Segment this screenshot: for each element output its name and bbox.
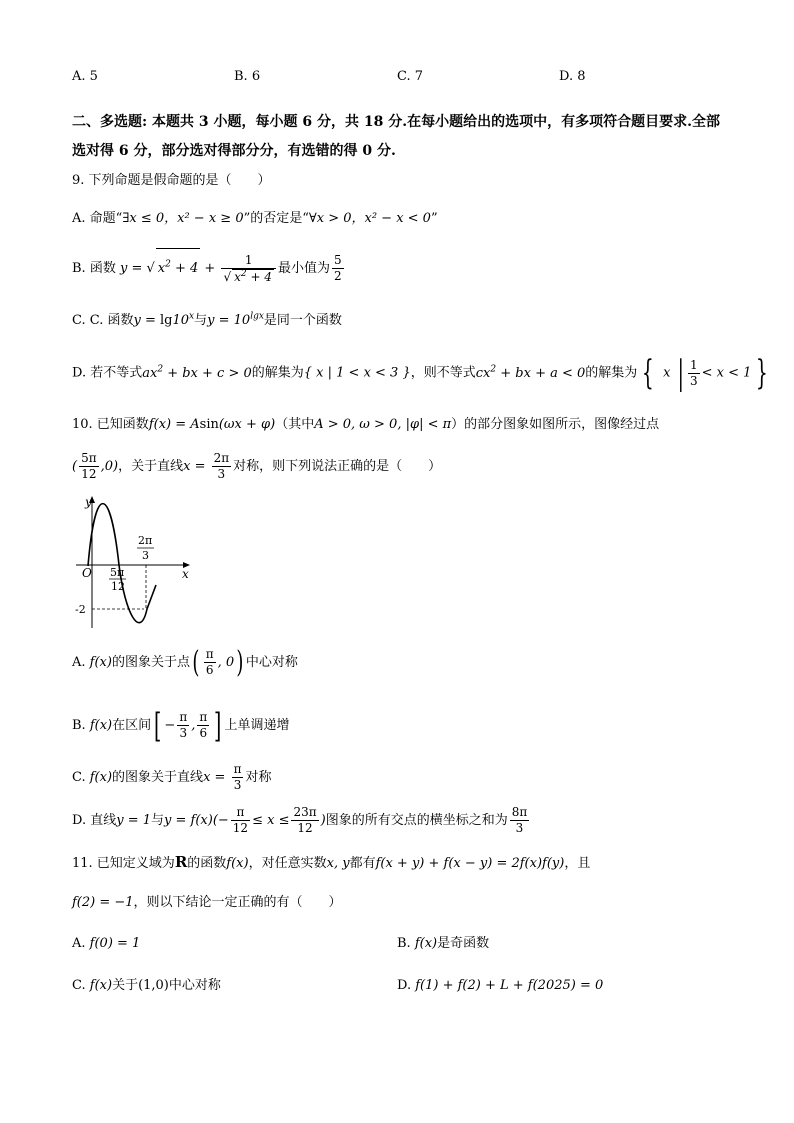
q9-option-c: C. C. 函数$y = \lg 10^x$与$y = 10^{lgx}$是同一个函数 (72, 311, 342, 328)
q9-option-a: A. 命题“∃x ≤ 0，x² − x ≥ 0”的否定是“∀x > 0，x² − x < 0” (72, 211, 438, 226)
q8-option-b: B. 6 (234, 69, 261, 84)
x-label: x (182, 567, 189, 581)
q11-option-a: A. f(0) = 1 (72, 936, 141, 951)
q10-option-d: D. 直线y = 1与y = f(x)(− $\frac{\pi}{12}$ ≤ x ≤ $\frac{23\pi}{12}$ )图象的所有交点的横坐标之和为 $\frac{8\pi}{3}$ (72, 805, 528, 835)
sine-graph (72, 493, 197, 633)
q10-line1: 10. 已知函数f(x) = Asin(ωx + φ)（其中A > 0, ω > 0, |φ| < π）的部分图象如图所示，图像经过点 (72, 417, 660, 432)
q8-option-c: C. 7 (397, 69, 424, 84)
q10-option-c: C. f(x)的图象关于直线x = $\frac{\pi}{3}$ 对称 (72, 762, 272, 792)
q8-option-a: A. 5 (72, 69, 98, 84)
q10-option-b: B. f(x)在区间[ − $\frac{\pi}{3}$ , $\frac{\pi}{6}$ ] 上单调递增 (72, 705, 290, 746)
section-2-heading: 二、多选题: 本题共 3 小题，每小题 6 分，共 18 分.在每小题给出的选项中，有多项符合题目要求.全部选对得 6 分，部分选对得部分分，有选错的得 0 分. (72, 114, 720, 159)
q11-option-b: B. f(x)是奇函数 (397, 936, 490, 951)
q9-option-d: D. 若不等式$ax^2$ + bx + c > 0的解集为{ x | 1 < x < 3 }，则不等式$cx^2$ + bx + a < 0的解集为 { x | $\frac{1}{3}$ < x < 1 } (72, 353, 769, 393)
q11-option-d: D. f(1) + f(2) + L + f(2025) = 0 (397, 978, 604, 993)
q10-line2: ( $\frac{5\pi}{12}$ ,0)，关于直线x = $\frac{2\pi}{3}$ 对称，则下列说法正确的是（ ） (72, 451, 442, 481)
min-value-label: -2 (75, 603, 86, 616)
tick-2pi-den: 3 (142, 549, 149, 562)
sine-curve (88, 504, 156, 623)
tick-5pi-num: 5π (110, 566, 125, 579)
q11-option-c: C. f(x)关于(1,0)中心对称 (72, 978, 221, 993)
q9-stem: 9. 下列命题是假命题的是（ ） (72, 173, 271, 188)
y-label: y (85, 495, 92, 509)
tick-5pi-den: 12 (111, 580, 125, 593)
q9-option-b: B. 函数 y = √ $x^2 + 4$ + $\frac{1}{√ x^2 + 4}$ 最小值为 $\frac{5}{2}$ (72, 248, 346, 289)
origin-label: O (82, 566, 92, 580)
q11-line2: f(2) = −1，则以下结论一定正确的有（ ） (72, 895, 342, 910)
tick-2pi-num: 2π (138, 534, 153, 547)
q10-option-a: A. f(x)的图象关于点( $\frac{\pi}{6}$ , 0) 中心对称 (72, 644, 298, 680)
q8-option-d: D. 8 (559, 69, 586, 84)
q11-line1: 11. 已知定义域为R的函数f(x)，对任意实数x, y都有f(x + y) + f(x − y) = 2f(x)f(y)，且 (72, 853, 591, 871)
